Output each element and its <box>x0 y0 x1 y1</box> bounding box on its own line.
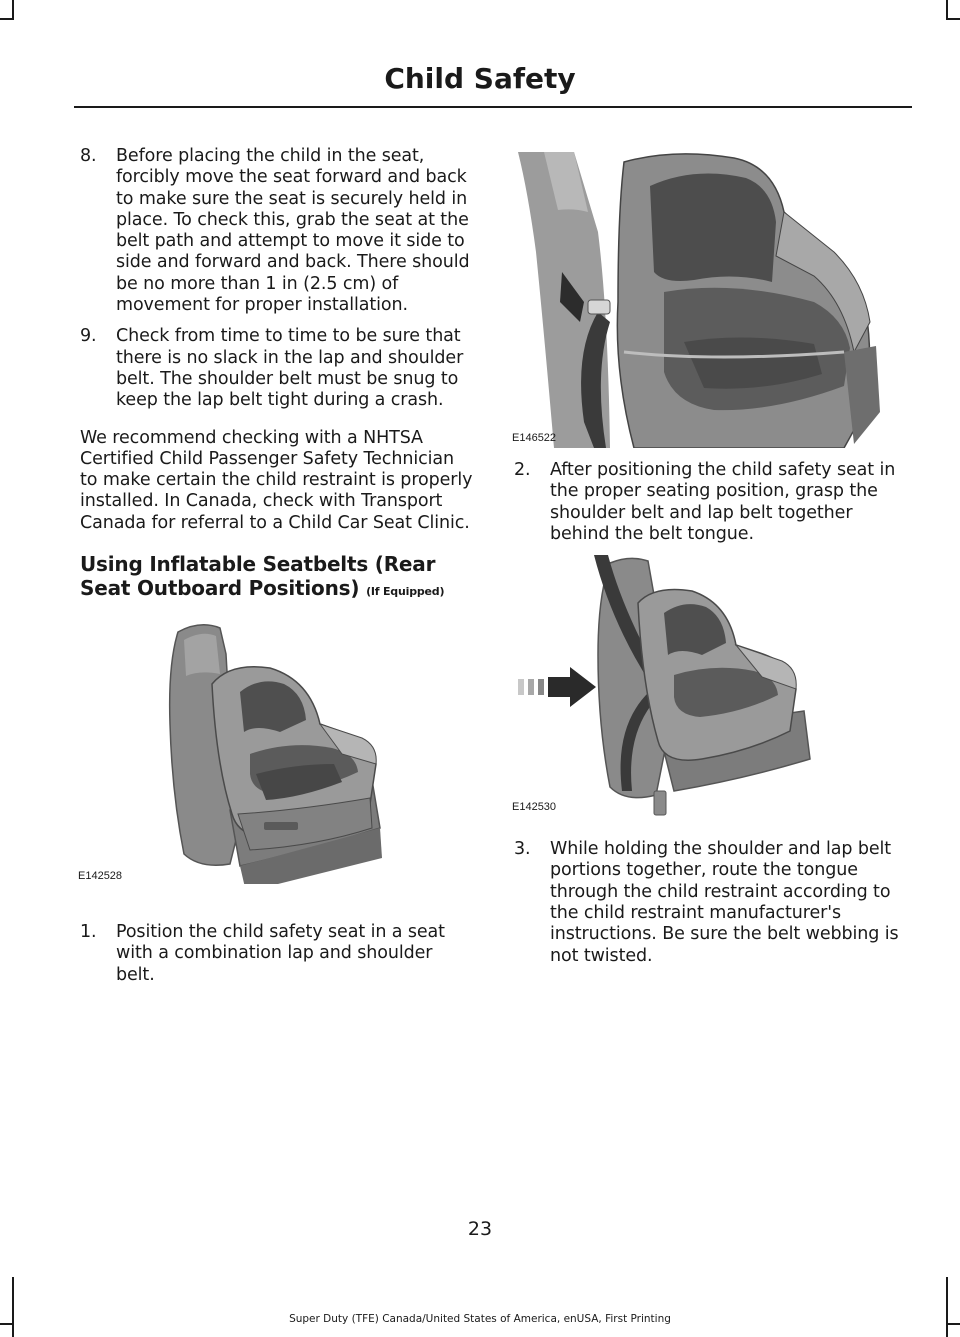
step-1 <box>80 922 476 986</box>
step-3 <box>514 839 910 967</box>
figure-belt-grasp <box>514 555 910 825</box>
crop-mark <box>946 0 948 20</box>
crop-mark <box>12 1277 14 1337</box>
crop-mark <box>946 1277 948 1337</box>
page-header <box>0 62 960 95</box>
crop-mark <box>946 18 960 20</box>
step-text: Before placing the child in the seat, forcibly move the seat forward and back to make sure the seat is securely held in place. To check this, grab the seat at the belt path and attempt to move it side to side and forward and back. There should be no more than 1 in (2.5 cm) of movement for proper installation. <box>116 146 470 316</box>
step-text: After positioning the child safety seat in the proper seating position, grasp the shoulder belt and lap belt together behind the belt tongue. <box>550 460 896 544</box>
page-footer: Super Duty (TFE) Canada/United States of America, enUSA, First Printing <box>289 1313 671 1325</box>
recommend-paragraph: We recommend checking with a NHTSA Certified Child Passenger Safety Technician to make certain the child restraint is properly installed. In Canada, check with Transport Canada for referral to a Child Car Seat Clinic. <box>80 427 473 533</box>
step-2 <box>514 460 910 545</box>
belt-grasp-illustration <box>514 555 910 825</box>
crop-mark <box>12 0 14 20</box>
step-number: 1. <box>80 922 97 943</box>
figure-label: E146522 <box>512 432 557 444</box>
section-heading-text: Using Inflatable Seatbelts (Rear Seat Outboard Positions) <box>80 552 436 601</box>
step-9 <box>80 326 476 411</box>
figure-label: E142530 <box>512 801 557 814</box>
page-title: Child Safety <box>384 62 576 95</box>
child-seat-closeup-illustration <box>514 152 910 448</box>
left-column <box>80 146 476 996</box>
step-number: 3. <box>514 839 531 860</box>
crop-mark <box>0 18 14 20</box>
right-column <box>514 146 910 977</box>
step-number: 9. <box>80 326 97 347</box>
step-number: 2. <box>514 460 531 480</box>
if-equipped-tag: (If Equipped) <box>366 585 445 599</box>
figure-child-seat-left <box>80 614 476 884</box>
step-text: Check from time to time to be sure that there is no slack in the lap and shoulder belt. The shoulder belt must be snug to keep the lap belt tight during a crash. <box>116 326 464 411</box>
step-8 <box>80 146 476 316</box>
figure-label: E142528 <box>78 870 123 883</box>
step-text: Position the child safety seat in a seat with a combination lap and shoulder belt. <box>116 922 445 985</box>
step-number: 8. <box>80 146 97 166</box>
child-seat-illustration <box>80 614 476 884</box>
step-text: While holding the shoulder and lap belt portions together, route the tongue through the child restraint according to the child restraint manufacturer's instructions. Be sure the belt webbing is not twisted. <box>550 839 899 966</box>
page-number: 23 <box>467 1218 493 1240</box>
section-heading <box>80 552 476 604</box>
figure-child-seat-closeup <box>514 152 910 448</box>
header-divider <box>74 106 912 108</box>
